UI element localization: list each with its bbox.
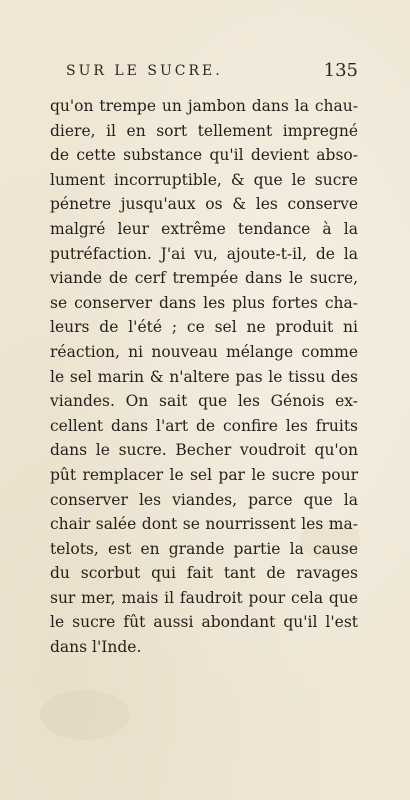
text-line: putréfaction. J'ai vu, ajoute-t-il, de la (50, 244, 358, 263)
text-line: chair salée dont se nourrissent les ma- (50, 515, 358, 534)
text-line: réaction, ni nouveau mélange comme (50, 342, 358, 361)
text-line: conserver les viandes, parce que la (50, 490, 358, 509)
text-line: viandes. On sait que les Génois ex- (50, 392, 358, 411)
text-line: sur mer, mais il faudroit pour cela que (50, 588, 358, 607)
text-line: cellent dans l'art de confire les fruits (50, 416, 358, 435)
page-header (58, 60, 356, 84)
text-line: dans l'Inde. (50, 638, 142, 657)
text-line: viande de cerf trempée dans le sucre, (50, 269, 358, 288)
text-line: telots, est en grande partie la cause (50, 539, 358, 558)
text-line: pénetre jusqu'aux os & les conserve (50, 195, 358, 214)
text-line: du scorbut qui fait tant de ravages (50, 564, 358, 583)
text-line: dans le sucre. Becher voudroit qu'on (50, 441, 358, 460)
text-line: malgré leur extrême tendance à la (50, 219, 358, 238)
text-line: le sucre fût aussi abondant qu'il l'est (50, 613, 358, 632)
text-line: lument incorruptible, & que le sucre (50, 170, 358, 189)
body-text (50, 94, 358, 660)
text-line: diere, il en sort tellement impregné (50, 121, 358, 140)
running-title: SUR LE SUCRE. (66, 63, 223, 79)
text-line: pût remplacer le sel par le sucre pour (50, 465, 358, 484)
text-line: le sel marin & n'altere pas le tissu des (50, 367, 358, 386)
text-line: se conserver dans les plus fortes cha- (50, 293, 358, 312)
page-number: 135 (323, 60, 358, 81)
text-line: leurs de l'été ; ce sel ne produit ni (50, 318, 358, 337)
paper-stain (40, 690, 130, 740)
text-line: qu'on trempe un jambon dans la chau- (50, 97, 358, 115)
text-line: de cette substance qu'il devient abso- (50, 146, 358, 165)
